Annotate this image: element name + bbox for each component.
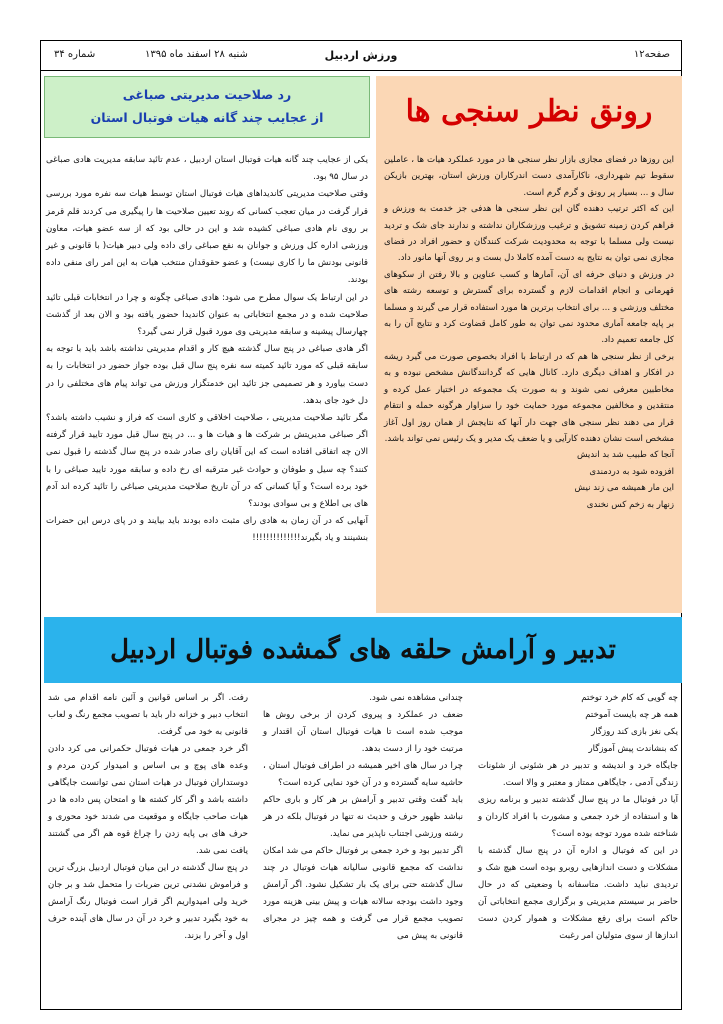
paragraph: جایگاه خرد و اندیشه و تدبیر در هر شئونی از شئونات زندگی آدمی ، جایگاهی ممتاز و معتبر و والا است. (478, 761, 678, 788)
paragraph: ضعف در عملکرد و پیروی کردن از برخی روش ها موجب شده است تا هیات فوتبال استان آن اقتدار و مرتبت خود را از دست بدهد. (263, 710, 463, 754)
paragraph: این روزها در فضای مجازی بازار نظر سنجی ها در مورد عملکرد هیات ها ، عاملین سقوط تیم شهرداری، ناکارآمدی دست اندرکاران ورزش استان، بهترین بازیکن سال و ... بسیار پر رونق و گرم گرم است. (384, 155, 674, 198)
article-column-right (478, 690, 678, 945)
article-body (384, 152, 674, 513)
paragraph: در این که فوتبال و اداره آن در پنج سال گذشته با مشکلات و دست اندازهایی روبرو بوده است هیچ شک و تردیدی نباید داشت. متاسفانه با وضعیتی که در حال حاضر بر سیستم مدیریتی و برگزاری مجمع انتخاباتی آن حاکم است برای رفع مشکلات و هموار کردن دست اندازها از سوی متولیان امر رغبت (478, 846, 678, 941)
poem-line: که بنشاندت پیش آموزگار (588, 744, 678, 754)
banner-headline: تدبیر و آرامش حلقه های گمشده فوتبال اردبیل (110, 635, 616, 665)
paragraph: اگر تدبیر بود و خرد جمعی بر فوتبال حاکم می شد امکان نداشت که مجمع قانونی سالیانه هیات فوتبال در چند سال گذشته حتی برای یک بار تشکیل نشود. اگر آرامش وجود داشت بودجه سالانه هیات و پیش بینی هزینه مورد تصویب مجمع قرار می گرفت و همه چیز در مجرای قانونی به پیش می (263, 846, 463, 941)
article-column-middle (263, 690, 463, 945)
poem-line: همه هر چه بایست آموختم (585, 710, 678, 720)
page-header (40, 44, 682, 70)
article-title: رونق نظر سنجی ها (405, 94, 653, 129)
header-divider (40, 70, 682, 71)
paragraph: در پنج سال گذشته در این میان فوتبال اردبیل بزرگ ترین و فراموش نشدنی ترین ضربات را متحمل شد و بر جان خرید ولی امیدواریم اگر قرار است فوتبال رنگ آرامش به خود بگیرد تدبیر و خرد در آن در سال های آینده حرف اول و آخر را بزند. (48, 863, 248, 941)
issue-date: شنبه ۲۸ اسفند ماه ۱۳۹۵ (145, 49, 248, 60)
sabbaghi-article-body (46, 152, 368, 612)
paragraph: چرا در سال های اخیر همیشه در اطراف فوتبال استان ، حاشیه سایه گسترده و در آن خود نمایی کرده است؟ (263, 761, 463, 788)
poem-line: یکی نغز بازی کند روزگار (591, 727, 678, 737)
paragraph: آنهایی که در آن زمان به هادی رای مثبت داده بودند باید بیایند و در پای درس این حضرات بنشینند و یاد بگیرند!!!!!!!!!!!!!! (46, 516, 368, 544)
paragraph: این که اکثر ترتیب دهنده گان این نظر سنجی ها هدفی جز خدمت به ورزش و فراهم کردن زمینه تشویق و ترغیب ورزشکاران نداشته و ندارند جای شک و تردید نیست ولی مسلما با توجه به محدودیت شرکت کنندگان و حضور افراد در فضای مجازی نمی توان به نتایج به دست آمده کاملا دل بست و بر روی آنها مانور داد. (384, 204, 674, 264)
publication-name: ورزش اردبیل (324, 49, 398, 62)
paragraph: وقتی صلاحیت مدیریتی کاندیداهای هیات فوتبال استان توسط هیات سه نفره مورد بررسی قرار گرفت در میان تعجب کسانی که روند تعیین صلاحیت ها را پیگیری می کردند قلم قرمز بر روی نام هادی صباغی کشیده شد و این در حالی بود که از سه عضو هیات، معاون ورزشی اداره کل ورزش و جوانان به نفع صباغی رای داده ولی دبیر هیات( با قانونی و غیر قانونی بودنش ما را کاری نیست) و عضو حقوقدان منتخب هیات به این امر رای منفی داده بودند. (46, 189, 368, 286)
article-column-left (48, 690, 248, 945)
paragraph: برخی از نظر سنجی ها هم که در ارتباط با افراد بخصوص صورت می گیرد ریشه در افکار و اهداف دیگری دارد. کانال هایی که گردانندگانش مشخص نبوده و به مخاطبین معرفی نمی شوند و به صورت یک مجموعه در اختیار عمل کرده و منتقدین و مخالفین مجموعه مورد حمایت خود را سزاوار هرگونه حمله و انتقام قرار می دهند نظر سنجی های جهت دار آنها که نتایجش از همان روز اول آغاز مشخص است نشان دهنده کارآیی و یا ضعف یک مدیر و یک رئیس نمی تواند باشد. (384, 351, 674, 444)
paragraph: چندانی مشاهده نمی شود. (369, 693, 463, 703)
article-title-line1: رد صلاحیت مدیریتی صباغی (122, 87, 292, 102)
page-number: صفحه۱۲ (633, 49, 670, 60)
paragraph: باید گفت وقتی تدبیر و آرامش بر هر کار و باری حاکم نباشد ظهور حرف و حدیث نه تنها در فوتبال بلکه در هر رشته ورزشی اجتناب ناپذیر می نماید. (263, 795, 463, 839)
poem-line: چه گویی که کام خرد توختم (581, 693, 678, 703)
poem-line: افزوده شود به دردمندی (589, 466, 674, 477)
poem-line: آنجا که طبیب شد بد اندیش (576, 450, 674, 461)
opinion-polls-article (376, 76, 682, 613)
poem-line: زنهار به زخم کس نخندی (586, 499, 674, 510)
paragraph: رفت. اگر بر اساس قوانین و آئین نامه اقدام می شد انتخاب دبیر و خزانه دار باید با تصویب مجمع رنگ و لعاب قانونی به خود می گرفت. (48, 693, 248, 737)
paragraph: اگر خرد جمعی در هیات فوتبال حکمرانی می کرد دادن وعده های پوچ و بی اساس و امیدوار کردن مردم و دوستداران فوتبال در هیات استان نمی توانست جایگاهی داشته باشد و اگر کار کشته ها و امتحان پس داده ها در هیات صاحب جایگاه و موقعیت می شدند خود محوری و حرف های بی پایه زدن را چراغ قوه هم اگر می گشتند یافت نمی شد. (48, 744, 248, 856)
headline-banner (44, 617, 682, 683)
paragraph: آیا در فوتبال ما در پنج سال گذشته تدبیر و برنامه ریزی ها و استفاده از خرد جمعی و مشورت با افراد کاردان و شناخته شده مورد توجه بوده است؟ (478, 795, 678, 839)
paragraph: اگر هادی صباغی در پنج سال گذشته هیچ کار و اقدام مدیریتی نداشته باشد باید با توجه به سابقه قبلی که مورد تائید کمیته سه نفره پنج سال قبل بوده جواز حضور در انتخابات را به دست بیاورد و هر تصمیمی جز تائید این خدمتگزار ورزش می تواند پیام های مختلفی را در دل خود جای بدهد. (46, 344, 368, 406)
paragraph: مگر تائید صلاحیت مدیریتی ، صلاحیت اخلاقی و کاری است که فراز و نشیب داشته باشد؟ اگر صباغی مدیریتش بر شرکت ها و هیات ها و ... در پنج سال قبل مورد تایید قرار گرفته الان چه اتفاقی افتاده است که این آقایان رای صادر شده در پنج سال گذشته را قبول نمی کنند؟ چه سیل و طوفان و حوادث غیر مترقبه ای رخ داده و سابقه مورد تایید صباغی را با خود برده است؟ و آیا کسانی که در آن تاریخ صلاحیت مدیریتی صباغی را تائید کرده اند آدم های بی اطلاع و بی سوادی بودند؟ (46, 413, 368, 510)
article-title-line2: از عجایب چند گانه هیات فوتبال استان (90, 110, 324, 125)
football-article (44, 690, 682, 1006)
paragraph: یکی از عجایب چند گانه هیات فوتبال استان اردبیل ، عدم تائید سابقه مدیریت هادی صباغی در سال ۹۵ بود. (46, 155, 368, 183)
paragraph: در ورزش و دنیای حرفه ای آن، آمارها و کسب عناوین و بالا رفتن از سکوهای قهرمانی و انجام اقدامات لازم و گسترده برای گسترش و توسعه رشته های مختلف ورزشی و ... برای انتخاب برترین ها مورد استفاده قرار می گیرند و مسلما بر پایه جامعه آماری محدود نمی توان به طور کامل قضاوت کرد و نتایج آن را به کل جامعه تعمیم داد. (384, 269, 674, 346)
issue-number: شماره ۳۴ (54, 49, 96, 60)
paragraph: در این ارتباط یک سوال مطرح می شود: هادی صباغی چگونه و چرا در انتخابات قبلی تائید صلاحیت شده و در مجمع انتخاباتی به عنوان کاندیدا حضور یافته بود و الان بعد از گذشت چهارسال پیشینه و سابقه مدیریتی وی مورد قبول قرار نمی گیرد؟ (46, 292, 368, 338)
poem-line: این مار همیشه می زند نیش (574, 483, 674, 494)
sabbaghi-article-title-box (44, 76, 370, 138)
